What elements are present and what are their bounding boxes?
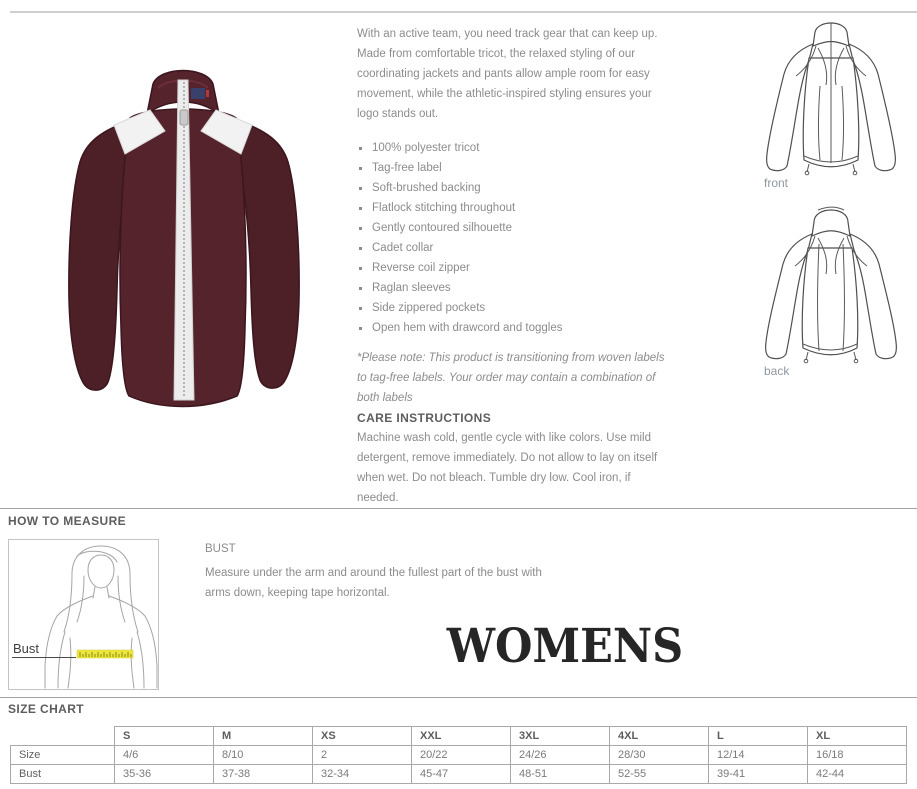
- table-row: [11, 765, 907, 784]
- front-view-label: front: [764, 176, 789, 190]
- feature-item: Soft-brushed backing: [357, 178, 673, 198]
- size-column-header: 3XL: [511, 727, 610, 746]
- size-column-header: L: [709, 727, 808, 746]
- feature-item: Raglan sleeves: [357, 278, 673, 298]
- size-chart-header-row: [11, 727, 907, 746]
- feature-item: Flatlock stitching throughout: [357, 198, 673, 218]
- neck-label: [191, 88, 205, 99]
- feature-item: Side zippered pockets: [357, 298, 673, 318]
- size-chart: [10, 726, 907, 784]
- size-value-cell: 12/14: [709, 746, 808, 765]
- feature-item: Reverse coil zipper: [357, 258, 673, 278]
- table-row: [11, 746, 907, 765]
- category-title: WOMENS: [446, 620, 684, 674]
- bust-measure-heading: BUST: [205, 543, 236, 555]
- size-value-cell: 24/26: [511, 746, 610, 765]
- size-column-header: XL: [808, 727, 907, 746]
- size-column-header: 4XL: [610, 727, 709, 746]
- size-chart-table: [10, 726, 907, 784]
- jacket-back-line-drawing: [752, 196, 910, 364]
- zipper-pull: [180, 110, 188, 125]
- care-instructions-text: Machine wash cold, gentle cycle with like colors. Use mild detergent, remove immediately. Do not allow to lay on itself when wet. Do not bleach. Tumble dry low. Cool iron, if needed.: [357, 432, 658, 504]
- product-photo-jacket: [28, 38, 340, 448]
- size-value-cell: 48-51: [511, 765, 610, 784]
- bust-measure-instructions: Measure under the arm and around the fullest part of the bust with arms down, keeping tape horizontal.: [205, 567, 542, 599]
- size-column-header: XS: [313, 727, 412, 746]
- bust-pointer-line: [12, 657, 76, 658]
- size-value-cell: 52-55: [610, 765, 709, 784]
- feature-list: [357, 138, 673, 338]
- bust-figure-label: Bust: [13, 641, 40, 656]
- row-label: Bust: [11, 765, 115, 784]
- size-value-cell: 28/30: [610, 746, 709, 765]
- section-divider: [0, 508, 917, 509]
- intro-paragraph: With an active team, you need track gear that can keep up. Made from comfortable tricot, the relaxed styling of our coordinating jackets and pants allow ample room for easy movement, while the athletic-inspired styling ensures your logo stands out.: [357, 28, 658, 120]
- how-to-measure-heading: HOW TO MEASURE: [8, 514, 127, 528]
- measure-figure-illustration: [9, 540, 158, 689]
- row-label: Size: [11, 746, 115, 765]
- measure-figure-box: [8, 539, 159, 690]
- feature-item: Open hem with drawcord and toggles: [357, 318, 673, 338]
- back-view-label: back: [764, 364, 790, 378]
- feature-item: Cadet collar: [357, 238, 673, 258]
- jacket-front-line-drawing: [752, 12, 910, 176]
- size-column-header: M: [214, 727, 313, 746]
- size-value-cell: 42-44: [808, 765, 907, 784]
- size-chart-body: [11, 746, 907, 784]
- feature-item: Tag-free label: [357, 158, 673, 178]
- size-value-cell: 35-36: [115, 765, 214, 784]
- care-instructions-heading: CARE INSTRUCTIONS: [357, 411, 492, 425]
- size-chart-heading: SIZE CHART: [8, 702, 84, 716]
- size-value-cell: 2: [313, 746, 412, 765]
- section-divider: [0, 697, 917, 698]
- size-value-cell: 37-38: [214, 765, 313, 784]
- product-description: [357, 24, 673, 508]
- size-value-cell: 16/18: [808, 746, 907, 765]
- label-transition-note: *Please note: This product is transitioning from woven labels to tag-free labels. Your order may contain a combination of both labels: [357, 352, 665, 404]
- size-value-cell: 4/6: [115, 746, 214, 765]
- size-value-cell: 8/10: [214, 746, 313, 765]
- size-value-cell: 32-34: [313, 765, 412, 784]
- size-value-cell: 39-41: [709, 765, 808, 784]
- size-column-header: S: [115, 727, 214, 746]
- size-value-cell: 45-47: [412, 765, 511, 784]
- feature-item: Gently contoured silhouette: [357, 218, 673, 238]
- feature-item: 100% polyester tricot: [357, 138, 673, 158]
- size-value-cell: 20/22: [412, 746, 511, 765]
- blank-corner-cell: [11, 727, 115, 746]
- size-column-header: XXL: [412, 727, 511, 746]
